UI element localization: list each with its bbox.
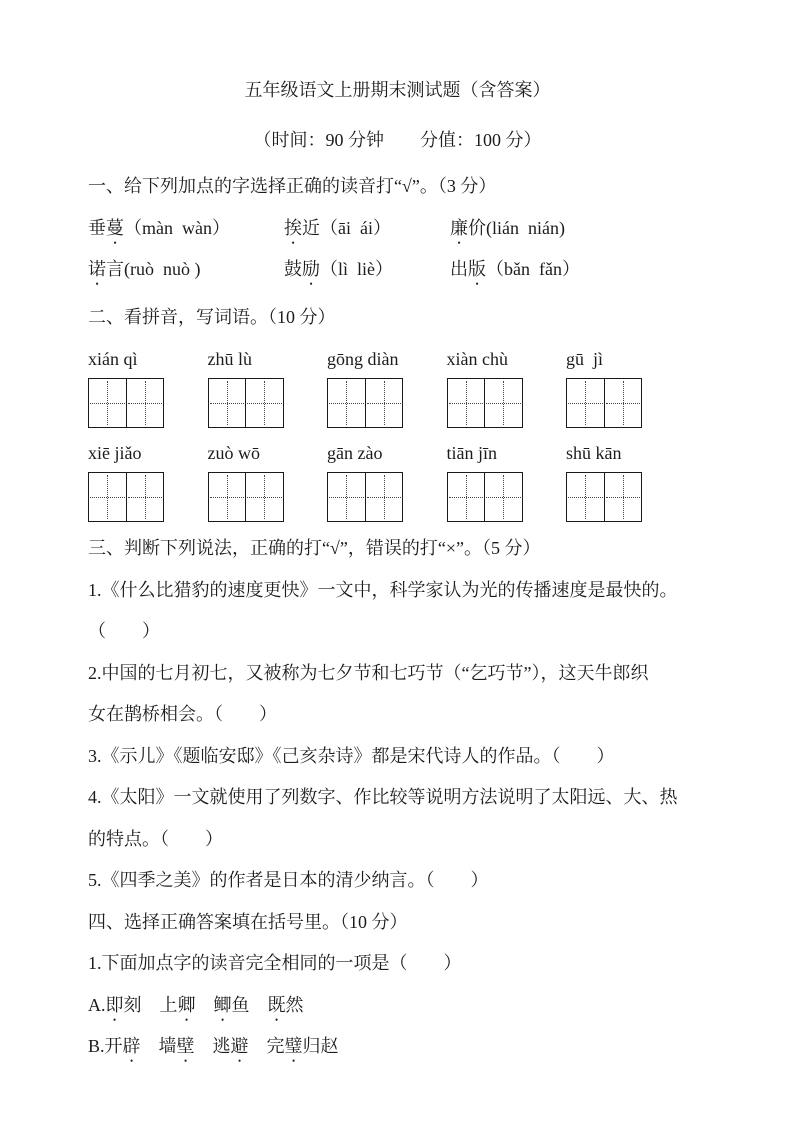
text-segment: 鱼 bbox=[231, 994, 268, 1015]
emphasized-char: 卿 bbox=[177, 994, 196, 1015]
pinyin-label: gān zào bbox=[327, 443, 383, 463]
grid-cell[interactable] bbox=[126, 473, 164, 521]
statement-line: 的特点。（ ） bbox=[88, 828, 223, 849]
text-segment bbox=[196, 995, 214, 1015]
text-segment: 然 bbox=[285, 994, 304, 1015]
exam-meta: （时间：90 分钟 分值：100 分） bbox=[253, 130, 542, 150]
writing-grid[interactable] bbox=[327, 378, 403, 428]
emphasized-char: 励 bbox=[302, 259, 320, 279]
pinyin-label: xián qì bbox=[88, 349, 138, 369]
text-segment: 价(lián nián) bbox=[468, 217, 565, 238]
emphasized-char: 壁 bbox=[176, 1036, 195, 1056]
emphasized-char: 鲫 bbox=[213, 994, 232, 1015]
emphasized-char: 廉 bbox=[450, 217, 468, 238]
text-segment bbox=[195, 1036, 213, 1056]
grid-cell[interactable] bbox=[365, 473, 403, 521]
emphasized-char: 璧 bbox=[284, 1036, 303, 1056]
option-b bbox=[88, 1026, 707, 1068]
text-segment: 出 bbox=[450, 259, 468, 279]
text-segment: 近（āi ái） bbox=[302, 217, 391, 238]
word-column bbox=[327, 344, 447, 428]
document-content bbox=[0, 78, 793, 1068]
section4-heading: 四、选择正确答案填在括号里。（10 分） bbox=[88, 911, 408, 932]
writing-grid[interactable] bbox=[447, 472, 523, 522]
statement-line: 3.《示儿》《题临安邸》《己亥杂诗》都是宋代诗人的作品。（ ） bbox=[88, 745, 615, 766]
section1-row-1 bbox=[88, 208, 707, 250]
phonetic-choice-item bbox=[88, 249, 284, 291]
pinyin-grid-row-2 bbox=[88, 438, 707, 522]
grid-cell[interactable] bbox=[89, 379, 126, 427]
statement-line: 女在鹊桥相会。（ ） bbox=[88, 704, 277, 724]
statement-line: （ ） bbox=[88, 621, 160, 641]
text-segment: （lì liè） bbox=[320, 259, 393, 279]
text-segment: 鼓 bbox=[284, 259, 302, 279]
writing-grid[interactable] bbox=[88, 472, 164, 522]
phonetic-choice-item bbox=[450, 208, 565, 250]
grid-cell[interactable] bbox=[209, 379, 246, 427]
word-column bbox=[447, 344, 567, 428]
writing-grid[interactable] bbox=[566, 472, 642, 522]
text-segment: 刻 bbox=[123, 994, 160, 1015]
section3-heading: 三、判断下列说法，正确的打“√”，错误的打“×”。（5 分） bbox=[88, 538, 541, 558]
writing-grid[interactable] bbox=[566, 378, 642, 428]
section1-row-2 bbox=[88, 249, 707, 291]
grid-cell[interactable] bbox=[448, 379, 485, 427]
emphasized-char: 即 bbox=[105, 994, 124, 1015]
pinyin-label: tiān jīn bbox=[446, 443, 497, 463]
pinyin-label: gōng diàn bbox=[327, 349, 399, 369]
grid-cell[interactable] bbox=[89, 473, 126, 521]
word-column bbox=[208, 438, 328, 522]
section1-heading: 一、给下列加点的字选择正确的读音打“√”。（3 分） bbox=[88, 176, 497, 196]
grid-cell[interactable] bbox=[484, 379, 522, 427]
grid-cell[interactable] bbox=[604, 473, 642, 521]
writing-grid[interactable] bbox=[208, 472, 284, 522]
grid-cell[interactable] bbox=[209, 473, 246, 521]
grid-cell[interactable] bbox=[328, 473, 365, 521]
section2-heading: 二、看拼音，写词语。（10 分） bbox=[88, 306, 336, 327]
text-segment bbox=[249, 1036, 267, 1056]
phonetic-choice-item bbox=[88, 208, 284, 250]
text-segment: 逃 bbox=[212, 1036, 231, 1056]
text-segment: 言(ruò nuò ) bbox=[106, 259, 201, 279]
pinyin-label: gū jì bbox=[566, 349, 604, 369]
emphasized-char: 诺 bbox=[88, 259, 106, 279]
phonetic-choice-item bbox=[284, 249, 450, 291]
word-column bbox=[88, 438, 208, 522]
word-column bbox=[88, 344, 208, 428]
word-column bbox=[208, 344, 328, 428]
section3-statements bbox=[88, 570, 707, 902]
emphasized-char: 辟 bbox=[122, 1036, 141, 1056]
text-segment: 完 bbox=[266, 1036, 285, 1056]
text-segment: B.开 bbox=[88, 1036, 123, 1056]
option-a bbox=[88, 985, 707, 1027]
phonetic-choice-item bbox=[284, 208, 450, 250]
pinyin-label: shū kān bbox=[566, 443, 622, 463]
grid-cell[interactable] bbox=[245, 379, 283, 427]
pinyin-label: xiē jiǎo bbox=[88, 443, 142, 463]
text-segment: （màn wàn） bbox=[124, 217, 230, 238]
text-segment: 垂 bbox=[88, 217, 106, 238]
statement-line: 4.《太阳》一文就使用了列数字、作比较等说明方法说明了太阳远、大、热 bbox=[88, 787, 678, 807]
pinyin-label: xiàn chù bbox=[446, 349, 508, 369]
grid-cell[interactable] bbox=[126, 379, 164, 427]
text-segment: 墙 bbox=[158, 1036, 177, 1056]
emphasized-char: 版 bbox=[468, 259, 486, 279]
word-column bbox=[566, 344, 642, 428]
emphasized-char: 既 bbox=[267, 994, 286, 1015]
grid-cell[interactable] bbox=[245, 473, 283, 521]
word-column bbox=[566, 438, 642, 522]
grid-cell[interactable] bbox=[484, 473, 522, 521]
grid-cell[interactable] bbox=[567, 473, 604, 521]
grid-cell[interactable] bbox=[604, 379, 642, 427]
grid-cell[interactable] bbox=[448, 473, 485, 521]
pinyin-label: zhū lù bbox=[207, 349, 252, 369]
text-segment: （bǎn fǎn） bbox=[486, 259, 580, 279]
grid-cell[interactable] bbox=[567, 379, 604, 427]
grid-cell[interactable] bbox=[328, 379, 365, 427]
emphasized-char: 避 bbox=[230, 1036, 249, 1056]
statement-line: 5.《四季之美》的作者是日本的清少纳言。（ ） bbox=[88, 870, 489, 890]
pinyin-label: zuò wō bbox=[207, 443, 260, 463]
text-segment bbox=[141, 1036, 159, 1056]
pinyin-grid-row-1 bbox=[88, 344, 707, 428]
text-segment: A. bbox=[88, 994, 106, 1015]
statement-line: 1.《什么比猎豹的速度更快》一文中，科学家认为光的传播速度是最快的。 bbox=[88, 579, 678, 600]
question-text: 1.下面加点字的读音完全相同的一项是（ ） bbox=[88, 953, 462, 973]
writing-grid[interactable] bbox=[208, 378, 284, 428]
word-column bbox=[447, 438, 567, 522]
grid-cell[interactable] bbox=[365, 379, 403, 427]
document-title: 五年级语文上册期末测试题（含答案） bbox=[244, 80, 551, 100]
writing-grid[interactable] bbox=[88, 378, 164, 428]
text-segment: 上 bbox=[159, 994, 178, 1015]
statement-line: 2.中国的七月初七，又被称为七夕节和七巧节（“乞巧节”），这天牛郎织 bbox=[88, 662, 649, 683]
text-segment: 归赵 bbox=[302, 1036, 339, 1056]
writing-grid[interactable] bbox=[447, 378, 523, 428]
word-column bbox=[327, 438, 447, 522]
emphasized-char: 蔓 bbox=[106, 217, 124, 238]
writing-grid[interactable] bbox=[327, 472, 403, 522]
emphasized-char: 挨 bbox=[284, 217, 302, 238]
phonetic-choice-item bbox=[450, 249, 580, 291]
